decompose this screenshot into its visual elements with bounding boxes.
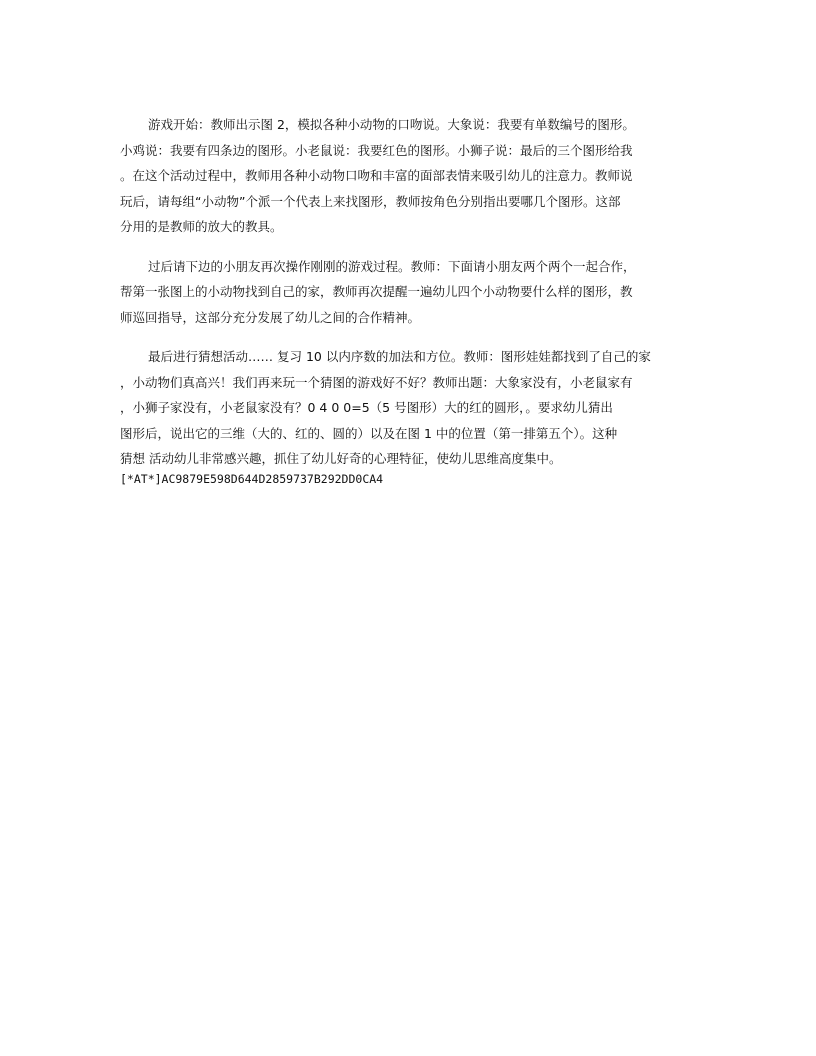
paragraph-line: 图形后，说出它的三维（大的、红的、圆的）以及在图 1 中的位置（第一排第五个）。这种	[120, 425, 618, 441]
paragraph-line: 猜想 活动幼儿非常感兴趣，抓住了幼儿好奇的心理特征，使幼儿思维高度集中。	[120, 451, 562, 466]
paragraph-line: 分用的是教师的放大的教具。	[120, 219, 283, 234]
paragraph-line: 游戏开始：教师出示图 2，模拟各种小动物的口吻说。大象说：我要有单数编号的图形。	[148, 117, 635, 132]
paragraph-line: 玩后，请每组“小动物”个派一个代表上来找图形，教师按角色分别指出要哪几个图形。这部	[120, 193, 621, 209]
paragraph-line: 小鸡说：我要有四条边的图形。小老鼠说：我要红色的图形。小狮子说：最后的三个图形给我	[120, 142, 633, 158]
paragraph-cooperation	[120, 254, 700, 331]
paragraph-game-start	[120, 112, 700, 240]
document-id-code: [*AT*]AC9879E598D644D2859737B292DD0CA4	[120, 471, 384, 486]
paragraph-line: ，小狮子家没有，小老鼠家没有？0 4 0 0=5（5 号图形）大的红的圆形，。要求幼儿猜出	[120, 400, 613, 415]
paragraph-line: 帮第一张图上的小动物找到自己的家，教师再次提醒一遍幼儿四个小动物要什么样的图形，教	[120, 284, 633, 299]
paragraph-line: 过后请下边的小朋友再次操作刚刚的游戏过程。教师：下面请小朋友两个两个一起合作，	[148, 258, 636, 274]
paragraph-line: ，小动物们真高兴！我们再来玩一个猜图的游戏好不好？教师出题：大象家没有，小老鼠家有	[120, 374, 633, 390]
paragraph-guessing-activity	[120, 344, 700, 472]
paragraph-line: 最后进行猜想活动…… 复习 10 以内序数的加法和方位。教师：图形娃娃都找到了自己的家	[148, 349, 651, 364]
document-body	[120, 112, 700, 486]
paragraph-line: 师巡回指导，这部分充分发展了幼儿之间的合作精神。	[120, 309, 421, 325]
paragraph-line: 。在这个活动过程中，教师用各种小动物口吻和丰富的面部表情来吸引幼儿的注意力。教师说	[120, 168, 633, 183]
